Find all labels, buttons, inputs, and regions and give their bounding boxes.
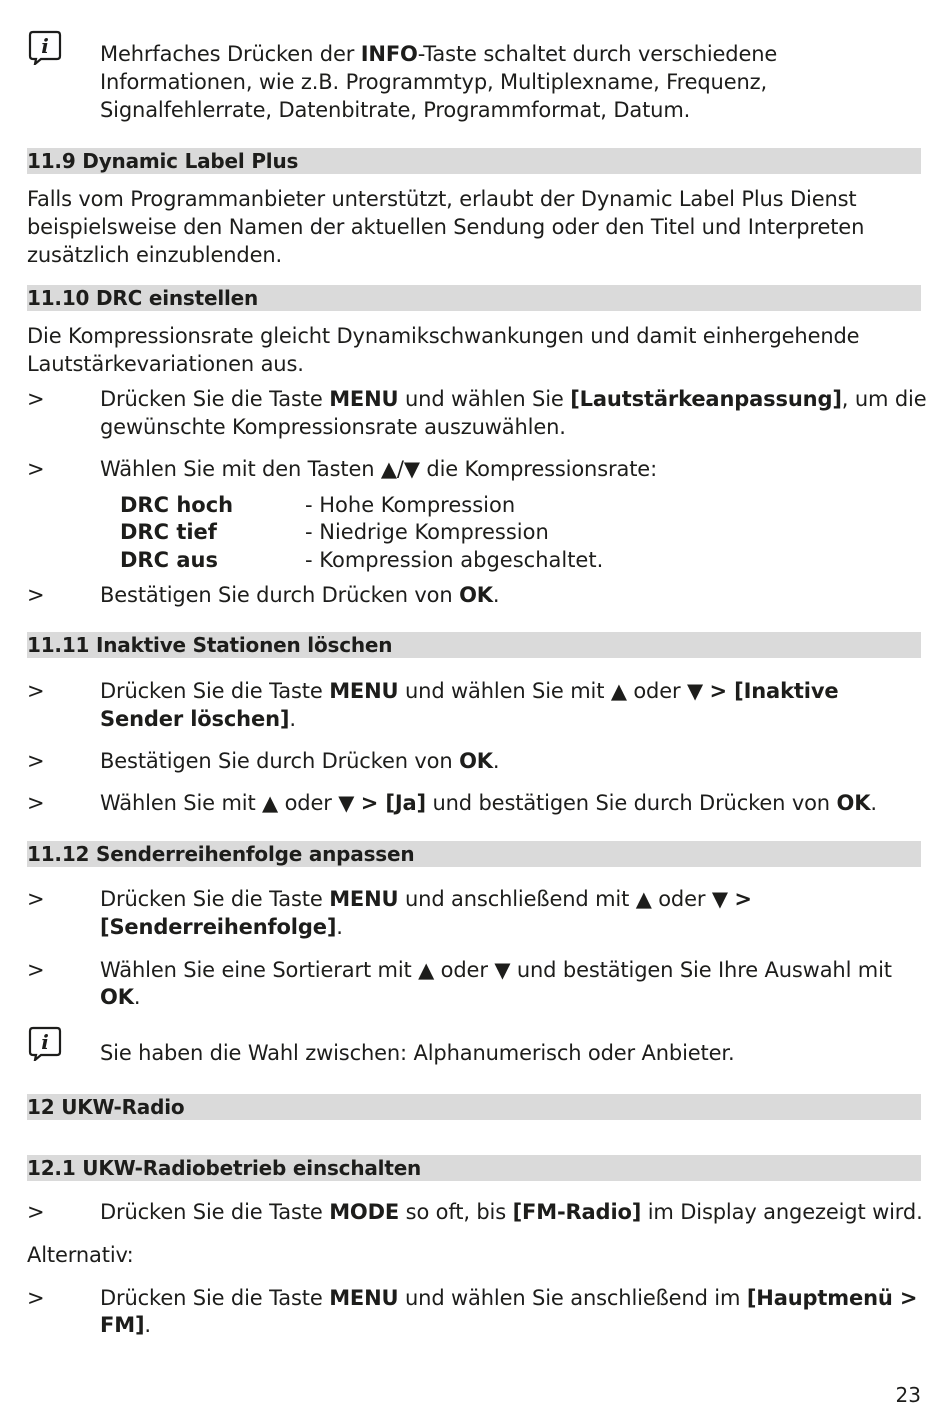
drc-option-key: DRC aus xyxy=(120,548,218,572)
section-heading-11-12: 11.12 Senderreihenfolge anpassen xyxy=(27,841,921,867)
paragraph-line: Falls vom Programmanbieter unterstützt, erlaubt der Dynamic Label Plus Dienst xyxy=(27,187,857,211)
paragraph-line: Alternativ: xyxy=(27,1243,134,1267)
step-bullet: > xyxy=(27,791,45,815)
section-heading-12: 12 UKW-Radio xyxy=(27,1094,921,1120)
step-text: Wählen Sie mit ▲ oder ▼ > [Ja] und bestätigen Sie durch Drücken von OK. xyxy=(100,791,877,815)
paragraph-line: Lautstärkevariationen aus. xyxy=(27,352,304,376)
svg-text:i: i xyxy=(41,34,49,58)
step-text: Drücken Sie die Taste MENU und anschließend mit ▲ oder ▼ > xyxy=(100,887,752,911)
drc-option-desc: - Hohe Kompression xyxy=(305,493,516,517)
paragraph-line: Die Kompressionsrate gleicht Dynamikschwankungen und damit einhergehende xyxy=(27,324,860,348)
section-heading-11-11: 11.11 Inaktive Stationen löschen xyxy=(27,632,921,658)
step-bullet: > xyxy=(27,583,45,607)
drc-option-desc: - Kompression abgeschaltet. xyxy=(305,548,604,572)
info-icon xyxy=(27,1025,63,1061)
paragraph-line: zusätzlich einzublenden. xyxy=(27,243,283,267)
step-bullet: > xyxy=(27,387,45,411)
step-text: FM]. xyxy=(100,1313,151,1337)
info-note-text: Sie haben die Wahl zwischen: Alphanumerisch oder Anbieter. xyxy=(100,1041,735,1065)
step-text: OK. xyxy=(100,985,141,1009)
info-note-line2: Informationen, wie z.B. Programmtyp, Multiplexname, Frequenz, xyxy=(100,70,768,94)
drc-option-desc: - Niedrige Kompression xyxy=(305,520,549,544)
section-heading-11-9: 11.9 Dynamic Label Plus xyxy=(27,148,921,174)
step-text: Drücken Sie die Taste MODE so oft, bis [FM-Radio] im Display angezeigt wird. xyxy=(100,1200,923,1224)
step-bullet: > xyxy=(27,749,45,773)
drc-option-key: DRC hoch xyxy=(120,493,234,517)
step-text: Wählen Sie mit den Tasten ▲/▼ die Kompressionsrate: xyxy=(100,457,657,481)
step-bullet: > xyxy=(27,457,45,481)
info-note-line1: Mehrfaches Drücken der INFO-Taste schaltet durch verschiedene xyxy=(100,42,778,66)
step-bullet: > xyxy=(27,1200,45,1224)
section-heading-11-10: 11.10 DRC einstellen xyxy=(27,285,921,311)
step-text: Sender löschen]. xyxy=(100,707,296,731)
step-text: Drücken Sie die Taste MENU und wählen Sie anschließend im [Hauptmenü > xyxy=(100,1286,918,1310)
step-text: [Senderreihenfolge]. xyxy=(100,915,343,939)
info-icon xyxy=(27,29,63,65)
svg-text:i: i xyxy=(41,1030,49,1054)
paragraph-line: beispielsweise den Namen der aktuellen Sendung oder den Titel und Interpreten xyxy=(27,215,865,239)
page-number: 23 xyxy=(895,1383,921,1407)
section-heading-12-1: 12.1 UKW-Radiobetrieb einschalten xyxy=(27,1155,921,1181)
step-bullet: > xyxy=(27,679,45,703)
step-text: Drücken Sie die Taste MENU und wählen Sie mit ▲ oder ▼ > [Inaktive xyxy=(100,679,839,703)
step-bullet: > xyxy=(27,958,45,982)
step-text: gewünschte Kompressionsrate auszuwählen. xyxy=(100,415,566,439)
step-text: Bestätigen Sie durch Drücken von OK. xyxy=(100,749,500,773)
step-bullet: > xyxy=(27,887,45,911)
step-text: Bestätigen Sie durch Drücken von OK. xyxy=(100,583,500,607)
info-note-line3: Signalfehlerrate, Datenbitrate, Programmformat, Datum. xyxy=(100,98,691,122)
step-text: Drücken Sie die Taste MENU und wählen Sie [Lautstärkeanpassung], um die xyxy=(100,387,927,411)
drc-option-key: DRC tief xyxy=(120,520,217,544)
step-bullet: > xyxy=(27,1286,45,1310)
step-text: Wählen Sie eine Sortierart mit ▲ oder ▼ und bestätigen Sie Ihre Auswahl mit xyxy=(100,958,892,982)
